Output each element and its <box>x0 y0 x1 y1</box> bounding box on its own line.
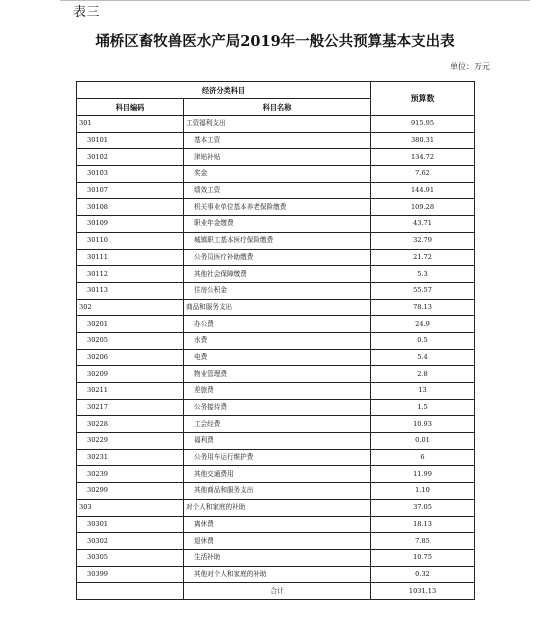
subject-name-cell: 离休费 <box>184 516 371 533</box>
budget-amount-cell: 7.85 <box>371 533 475 550</box>
table-row <box>77 266 475 283</box>
table-row <box>77 483 475 500</box>
subject-name-cell: 差旅费 <box>184 383 371 400</box>
budget-amount-cell: 18.13 <box>371 516 475 533</box>
table-row <box>77 566 475 583</box>
budget-amount-cell: 21.72 <box>371 249 475 266</box>
table-row <box>77 249 475 266</box>
subject-name-cell: 其他社会保障缴费 <box>184 266 371 283</box>
subject-name-cell: 其他对个人和家庭的补助 <box>184 566 371 583</box>
category-row <box>77 499 475 516</box>
subject-code-cell: 30103 <box>77 166 184 183</box>
table-row <box>77 533 475 550</box>
subject-name-cell: 奖金 <box>184 166 371 183</box>
subject-name-cell: 工资福利支出 <box>184 116 371 133</box>
subject-name-cell: 公务接待费 <box>184 399 371 416</box>
budget-amount-cell: 2.8 <box>371 366 475 383</box>
page-title: 埇桥区畜牧兽医水产局2019年一般公共预算基本支出表 <box>95 33 455 50</box>
subject-name-cell: 津贴补贴 <box>184 149 371 166</box>
subject-code-cell: 301 <box>77 116 184 133</box>
subject-code-cell: 30205 <box>77 332 184 349</box>
subject-code-cell: 30109 <box>77 216 184 233</box>
budget-amount-cell: 10.75 <box>371 549 475 566</box>
budget-amount-cell: 11.99 <box>371 466 475 483</box>
subject-code-cell: 30102 <box>77 149 184 166</box>
subject-code-cell: 30399 <box>77 566 184 583</box>
subject-name-cell: 对个人和家庭的补助 <box>184 499 371 516</box>
subject-name-cell: 商品和服务支出 <box>184 299 371 316</box>
table-row <box>77 149 475 166</box>
subject-name-cell: 工会经费 <box>184 416 371 433</box>
subject-name-cell: 退休费 <box>184 533 371 550</box>
top-divider-line <box>60 0 530 1</box>
subject-name-cell: 物业管理费 <box>184 366 371 383</box>
subject-name-cell: 基本工资 <box>184 132 371 149</box>
table-row <box>77 433 475 450</box>
budget-amount-cell: 5.4 <box>371 349 475 366</box>
budget-amount-cell: 6 <box>371 449 475 466</box>
subject-name-cell: 生活补助 <box>184 549 371 566</box>
table-row <box>77 416 475 433</box>
budget-amount-cell: 37.05 <box>371 499 475 516</box>
budget-amount-cell: 24.9 <box>371 316 475 333</box>
budget-amount-cell: 0.01 <box>371 433 475 450</box>
subject-code-cell: 30206 <box>77 349 184 366</box>
subject-name-cell: 水费 <box>184 332 371 349</box>
subject-name-cell: 办公费 <box>184 316 371 333</box>
subject-name-cell: 电费 <box>184 349 371 366</box>
unit-label: 单位：万元 <box>450 62 490 71</box>
table-row <box>77 199 475 216</box>
subject-code-cell: 30302 <box>77 533 184 550</box>
category-row <box>77 299 475 316</box>
total-code-cell <box>77 583 184 600</box>
subject-code-cell: 30305 <box>77 549 184 566</box>
budget-amount-cell: 134.72 <box>371 149 475 166</box>
subject-code-cell: 30110 <box>77 232 184 249</box>
subject-code-cell: 30111 <box>77 249 184 266</box>
budget-amount-cell: 1.10 <box>371 483 475 500</box>
subject-code-cell: 30301 <box>77 516 184 533</box>
subject-code-header: 科目编码 <box>77 99 184 116</box>
subject-code-cell: 30211 <box>77 383 184 400</box>
total-row <box>77 583 475 600</box>
subject-name-cell: 福利费 <box>184 433 371 450</box>
table-body <box>77 116 475 600</box>
subject-code-cell: 302 <box>77 299 184 316</box>
subject-name-cell: 机关事业单位基本养老保险缴费 <box>184 199 371 216</box>
budget-amount-cell: 380.31 <box>371 132 475 149</box>
table-row <box>77 316 475 333</box>
budget-amount-cell: 32.79 <box>371 232 475 249</box>
subject-name-cell: 公务用车运行维护费 <box>184 449 371 466</box>
budget-amount-cell: 0.5 <box>371 332 475 349</box>
table-row <box>77 516 475 533</box>
subject-name-cell: 公务员医疗补助缴费 <box>184 249 371 266</box>
table-row <box>77 383 475 400</box>
subject-name-cell: 其他商品和服务支出 <box>184 483 371 500</box>
table-row <box>77 132 475 149</box>
table-row <box>77 166 475 183</box>
category-row <box>77 116 475 133</box>
subject-code-cell: 303 <box>77 499 184 516</box>
budget-amount-cell: 1.5 <box>371 399 475 416</box>
budget-amount-cell: 43.71 <box>371 216 475 233</box>
subject-name-cell: 城镇职工基本医疗保险缴费 <box>184 232 371 249</box>
budget-amount-cell: 7.62 <box>371 166 475 183</box>
budget-amount-cell: 13 <box>371 383 475 400</box>
budget-amount-cell: 144.91 <box>371 182 475 199</box>
table-row <box>77 332 475 349</box>
budget-amount-cell: 55.57 <box>371 282 475 299</box>
table-row <box>77 216 475 233</box>
budget-table <box>76 81 475 600</box>
subject-code-cell: 30231 <box>77 449 184 466</box>
subject-code-cell: 30201 <box>77 316 184 333</box>
subject-code-cell: 30239 <box>77 466 184 483</box>
subject-name-cell: 住房公积金 <box>184 282 371 299</box>
budget-amount-cell: 10.93 <box>371 416 475 433</box>
table-row <box>77 232 475 249</box>
table-row <box>77 182 475 199</box>
subject-code-cell: 30209 <box>77 366 184 383</box>
total-amount: 1031.13 <box>371 583 475 600</box>
table-row <box>77 399 475 416</box>
total-label: 合计 <box>184 583 371 600</box>
subject-code-cell: 30107 <box>77 182 184 199</box>
budget-amount-cell: 78.13 <box>371 299 475 316</box>
budget-amount-cell: 5.3 <box>371 266 475 283</box>
table-row <box>77 466 475 483</box>
budget-amount-cell: 109.28 <box>371 199 475 216</box>
economic-classification-header: 经济分类科目 <box>77 82 371 99</box>
table-number-label: 表三 <box>73 5 101 20</box>
budget-amount-cell: 0.32 <box>371 566 475 583</box>
subject-code-cell: 30229 <box>77 433 184 450</box>
subject-name-header: 科目名称 <box>184 99 371 116</box>
subject-name-cell: 绩效工资 <box>184 182 371 199</box>
table-row <box>77 449 475 466</box>
subject-code-cell: 30299 <box>77 483 184 500</box>
table-row <box>77 349 475 366</box>
table-row <box>77 366 475 383</box>
subject-code-cell: 30113 <box>77 282 184 299</box>
subject-code-cell: 30101 <box>77 132 184 149</box>
budget-amount-header: 预算数 <box>371 82 475 116</box>
table-row <box>77 282 475 299</box>
budget-amount-cell: 915.95 <box>371 116 475 133</box>
subject-code-cell: 30112 <box>77 266 184 283</box>
subject-name-cell: 职业年金缴费 <box>184 216 371 233</box>
subject-code-cell: 30217 <box>77 399 184 416</box>
subject-code-cell: 30228 <box>77 416 184 433</box>
subject-name-cell: 其他交通费用 <box>184 466 371 483</box>
subject-code-cell: 30108 <box>77 199 184 216</box>
table-row <box>77 549 475 566</box>
